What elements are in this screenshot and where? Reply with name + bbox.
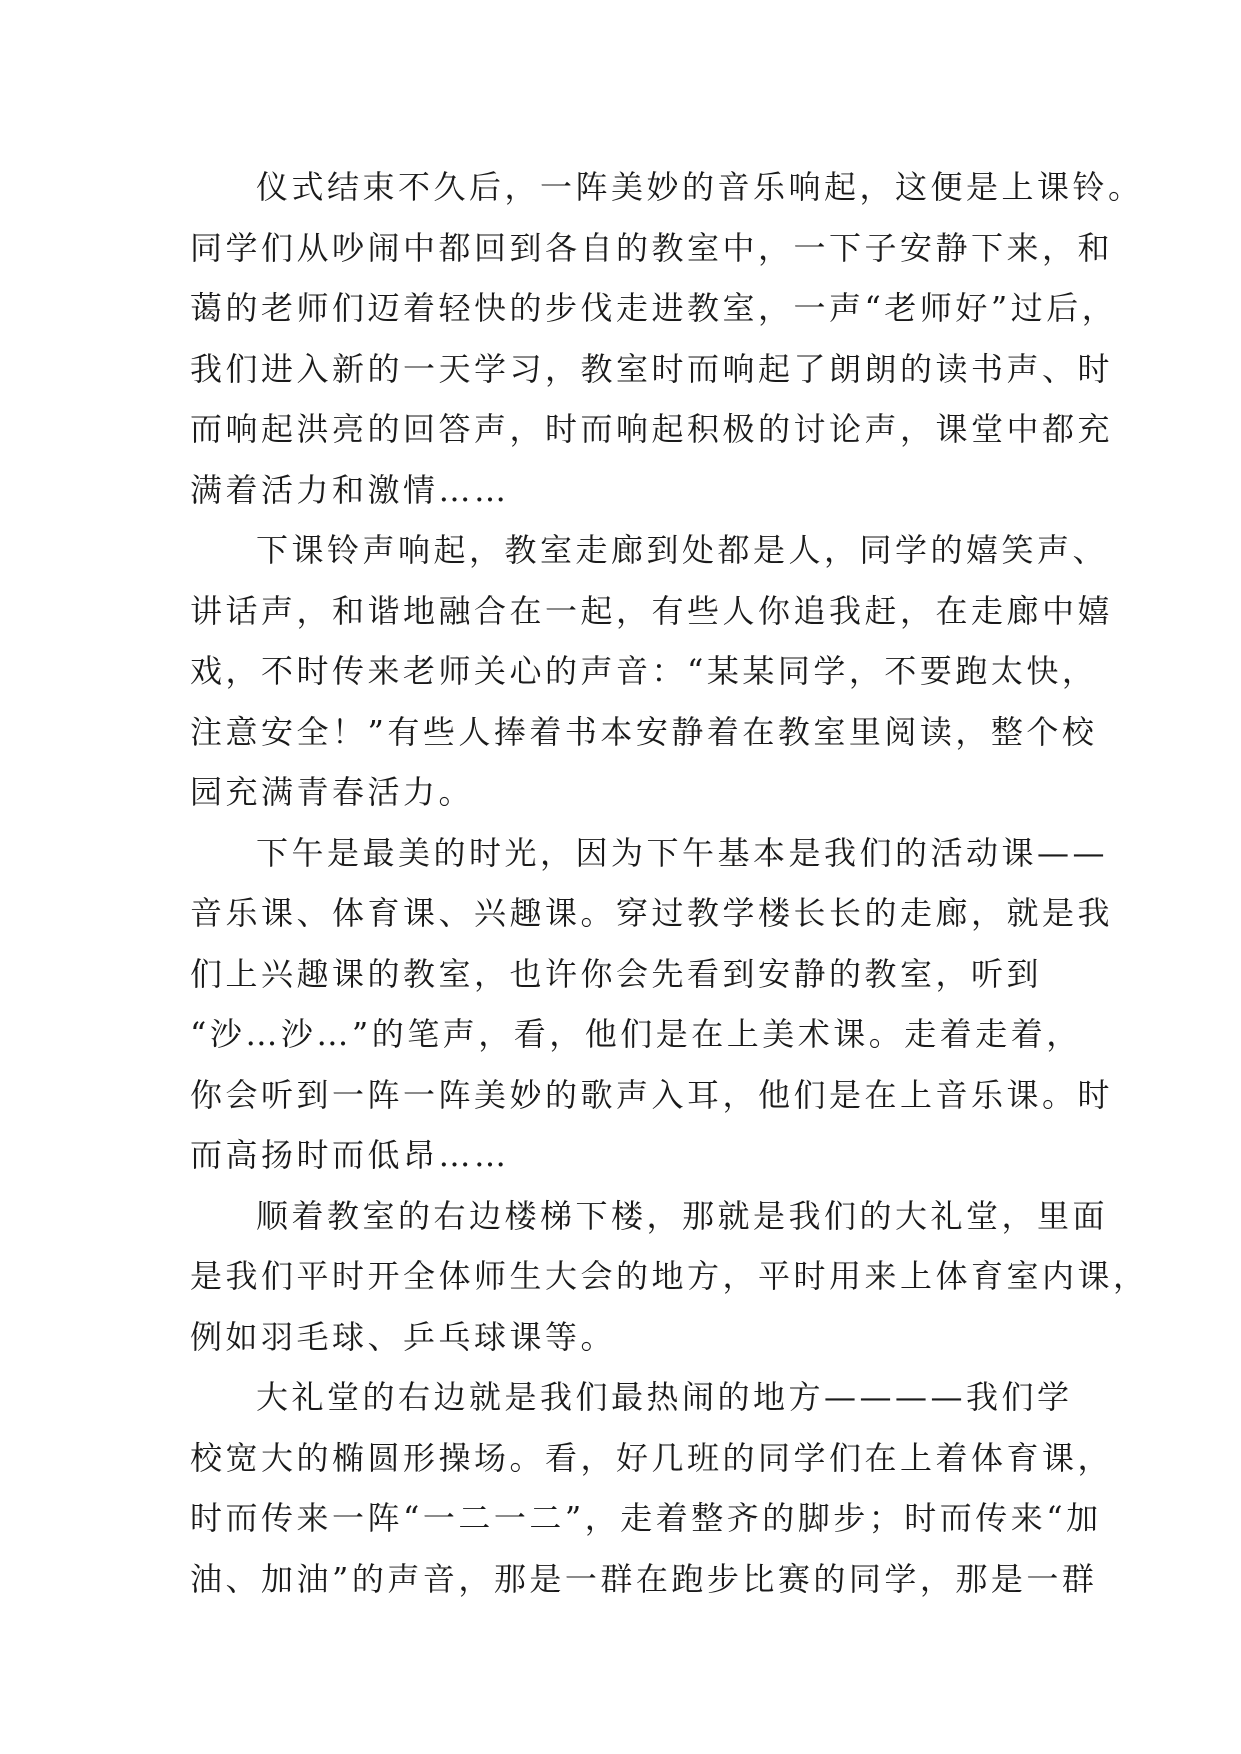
text-line: 下课铃声响起，教室走廊到处都是人，同学的嬉笑声、 xyxy=(256,531,1109,569)
text-line: 蔼的老师们迈着轻快的步伐走进教室，一声“老师好”过后， xyxy=(190,289,1118,327)
text-line: “沙…沙…”的笔声，看，他们是在上美术课。走着走着， xyxy=(190,1015,1082,1053)
essay-body xyxy=(190,157,1149,1609)
text-line: 而响起洪亮的回答声，时而响起积极的讨论声，课堂中都充 xyxy=(190,410,1114,448)
text-line: 戏，不时传来老师关心的声音：“某某同学，不要跑太快， xyxy=(190,652,1098,690)
text-line: 你会听到一阵一阵美妙的歌声入耳，他们是在上音乐课。时 xyxy=(190,1075,1114,1114)
text-line: 满着活力和激情…… xyxy=(190,470,510,509)
text-line: 是我们平时开全体师生大会的地方，平时用来上体育室内课， xyxy=(190,1257,1149,1295)
text-line: 校宽大的椭圆形操场。看，好几班的同学们在上着体育课， xyxy=(190,1438,1114,1477)
text-line: 我们进入新的一天学习，教室时而响起了朗朗的读书声、时 xyxy=(190,349,1114,388)
text-line: 讲话声，和谐地融合在一起，有些人你追我赶，在走廊中嬉 xyxy=(190,591,1114,630)
text-line: 时而传来一阵“一二一二”，走着整齐的脚步；时而传来“加 xyxy=(190,1499,1102,1537)
text-line: 油、加油”的声音，那是一群在跑步比赛的同学，那是一群 xyxy=(190,1559,1098,1598)
text-line: 而高扬时而低昂…… xyxy=(190,1136,510,1174)
text-line: 下午是最美的时光，因为下午基本是我们的活动课—— xyxy=(256,833,1109,872)
text-line: 仪式结束不久后，一阵美妙的音乐响起，这便是上课铃。 xyxy=(256,168,1144,206)
text-line: 音乐课、体育课、兴趣课。穿过教学楼长长的走廊，就是我 xyxy=(190,894,1114,932)
text-line: 顺着教室的右边楼梯下楼，那就是我们的大礼堂，里面 xyxy=(256,1196,1109,1235)
text-line: 们上兴趣课的教室，也许你会先看到安静的教室，听到 xyxy=(190,954,1043,993)
text-line: 注意安全！”有些人捧着书本安静着在教室里阅读，整个校 xyxy=(190,712,1098,751)
text-line: 例如羽毛球、乒乓球课等。 xyxy=(190,1317,617,1356)
text-line: 同学们从吵闹中都回到各自的教室中，一下子安静下来，和 xyxy=(190,228,1114,267)
text-line: 园充满青春活力。 xyxy=(190,773,475,811)
text-line: 大礼堂的右边就是我们最热闹的地方————我们学 xyxy=(256,1378,1073,1416)
